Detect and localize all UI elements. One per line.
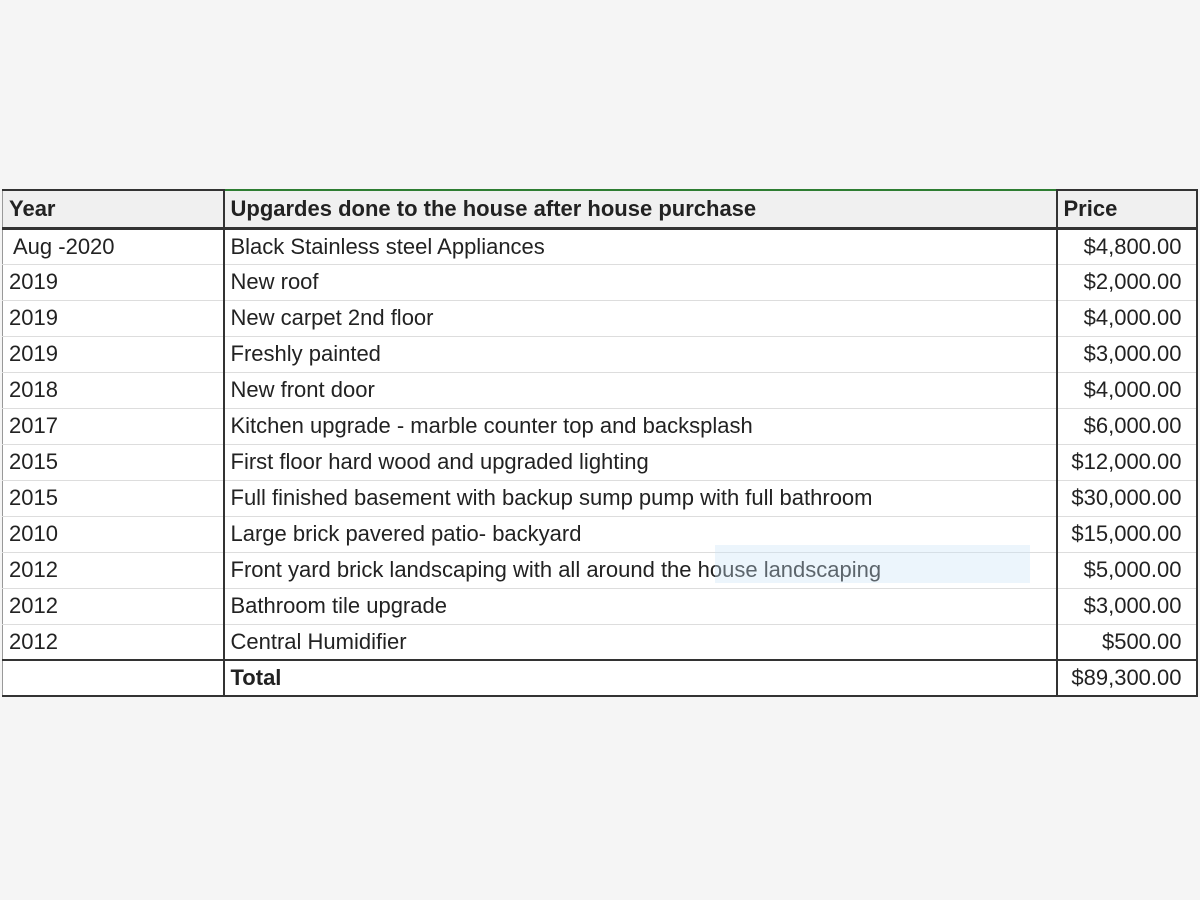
table-row [3,300,1197,336]
year-cell[interactable]: 2012 [3,588,224,624]
table-row [3,264,1197,300]
upgrade-cell[interactable]: Large brick pavered patio- backyard [224,516,1057,552]
upgrade-cell[interactable]: New roof [224,264,1057,300]
price-cell[interactable]: $4,000.00 [1057,300,1197,336]
upgrade-cell[interactable]: Full finished basement with backup sump pump with full bathroom [224,480,1057,516]
year-cell[interactable]: 2015 [3,480,224,516]
total-price-cell[interactable]: $89,300.00 [1057,660,1197,696]
year-cell[interactable]: 2012 [3,624,224,660]
table-row [3,372,1197,408]
price-cell[interactable]: $3,000.00 [1057,588,1197,624]
table-row [3,336,1197,372]
price-cell[interactable]: $15,000.00 [1057,516,1197,552]
year-cell[interactable]: Aug -2020 [3,228,224,264]
year-cell[interactable]: 2019 [3,300,224,336]
year-cell[interactable]: 2019 [3,264,224,300]
price-cell[interactable]: $2,000.00 [1057,264,1197,300]
year-cell[interactable]: 2018 [3,372,224,408]
price-cell[interactable]: $5,000.00 [1057,552,1197,588]
header-row [3,190,1197,228]
price-header-cell[interactable]: Price [1057,190,1197,228]
upgrade-cell[interactable]: New carpet 2nd floor [224,300,1057,336]
price-cell[interactable]: $30,000.00 [1057,480,1197,516]
year-cell[interactable]: 2010 [3,516,224,552]
price-cell[interactable]: $3,000.00 [1057,336,1197,372]
total-label-cell[interactable]: Total [224,660,1057,696]
upgrade-cell[interactable]: Central Humidifier [224,624,1057,660]
table-row [3,444,1197,480]
table-row [3,516,1197,552]
total-row [3,660,1197,696]
price-cell[interactable]: $6,000.00 [1057,408,1197,444]
table-row [3,408,1197,444]
table-row [3,588,1197,624]
total-year-cell[interactable] [3,660,224,696]
year-cell[interactable]: 2019 [3,336,224,372]
year-cell[interactable]: 2015 [3,444,224,480]
upgrade-cell[interactable]: Front yard brick landscaping with all around the house landscaping [224,552,1057,588]
price-cell[interactable]: $4,000.00 [1057,372,1197,408]
table-row [3,552,1197,588]
table-row [3,624,1197,660]
year-header-cell[interactable]: Year [3,190,224,228]
upgrade-cell[interactable]: Freshly painted [224,336,1057,372]
upgrade-cell[interactable]: First floor hard wood and upgraded lighting [224,444,1057,480]
year-cell[interactable]: 2017 [3,408,224,444]
table-row [3,228,1197,264]
upgrade-cell[interactable]: Kitchen upgrade - marble counter top and backsplash [224,408,1057,444]
spreadsheet [2,189,1198,697]
upgrades-header-cell[interactable]: Upgardes done to the house after house purchase [224,190,1057,228]
upgrade-cell[interactable]: New front door [224,372,1057,408]
price-cell[interactable]: $4,800.00 [1057,228,1197,264]
table-row [3,480,1197,516]
price-cell[interactable]: $500.00 [1057,624,1197,660]
upgrade-cell[interactable]: Bathroom tile upgrade [224,588,1057,624]
upgrades-table [2,189,1198,697]
price-cell[interactable]: $12,000.00 [1057,444,1197,480]
upgrade-cell[interactable]: Black Stainless steel Appliances [224,228,1057,264]
year-cell[interactable]: 2012 [3,552,224,588]
